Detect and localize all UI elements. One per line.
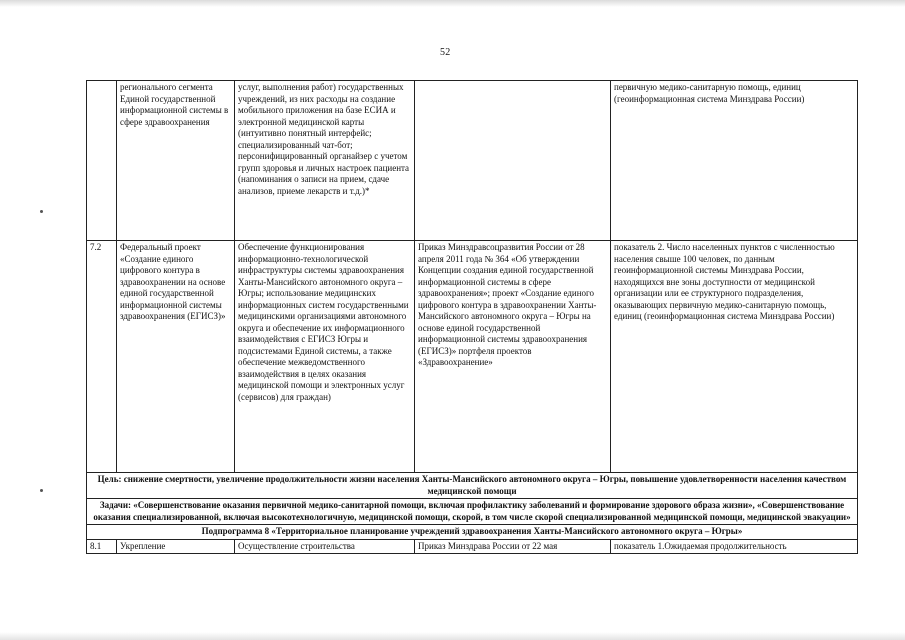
scan-edge-bottom [0,632,905,640]
table-row [87,539,858,554]
cell-law: Приказ Минздравсоцразвития России от 28 апреля 2011 года № 364 «Об утверждении Концепции создания единой государственной информационной системы в сфере здравоохранения»; проект «Создание единого цифрового контура в здравоохранении Ханты-Мансийского автономного округа – Югры на основе единой государственной информационной системы здравоохранения (ЕГИСЗ)» портфеля проектов «Здравоохранение» [415,241,611,473]
subprogram-row [87,525,858,540]
cell-desc: услуг, выполнения работ) государственных учреждений, из них расходы на создание мобильного приложения на базе ЕСИА и электронной медицинской карты (интуитивно понятный интерфейс; специализированный чат-бот; персонифицированный органайзер с учетом групп здоровья и личных настроек пациента (напоминания о записи на прием, сдаче анализов, приеме лекарств и т.д.)* [235,81,415,241]
goal-row [87,473,858,499]
scan-speck [40,489,43,492]
cell-desc: Обеспечение функционирования информационно-технологической инфраструктуры системы здравоохранения Ханты-Мансийского автономного округа – Югры; использование медицинских информационных систем государственными медицинскими организациями автономного округа и обеспечение их информационного взаимодействия с ЕГИСЗ Югры и подсистемами Единой системы, а также обеспечение межведомственного взаимодействия в целях оказания медицинской помощи и электронных услуг (сервисов) для граждан) [235,241,415,473]
page-number: 52 [440,47,451,58]
cell-num: 8.1 [87,539,117,554]
cell-desc: Осуществление строительства [235,539,415,554]
cell-indicator: показатель 2. Число населенных пунктов с численностью населения свыше 100 человек, по данным геоинформационной системы Минздрава России, находящихся вне зоны доступности от медицинской организации или ее структурного подразделения, оказывающих первичную медико-санитарную помощь, единиц (геоинформационная система Минздрава России) [611,241,858,473]
table-row [87,81,858,241]
cell-indicator: показатель 1.Ожидаемая продолжительность [611,539,858,554]
cell-indicator: первичную медико-санитарную помощь, единиц (геоинформационная система Минздрава России) [611,81,858,241]
scan-edge-top [0,0,905,7]
cell-num: 7.2 [87,241,117,473]
cell-name: Укрепление [117,539,235,554]
table-row [87,241,858,473]
goal-text: Цель: снижение смертности, увеличение продолжительности жизни населения Ханты-Мансийского автономного округа – Югры, повышение удовлетворенности населения качеством медицинской помощи [87,473,858,499]
cell-name: регионального сегмента Единой государственной информационной системы в сфере здравоохранения [117,81,235,241]
cell-name: Федеральный проект «Создание единого цифрового контура в здравоохранении на основе единой государственной информационной системы здравоохранения (ЕГИСЗ)» [117,241,235,473]
subprogram-title: Подпрограмма 8 «Территориальное планирование учреждений здравоохранения Ханты-Мансийского автономного округа – Югры» [87,525,858,540]
cell-law: Приказ Минздрава России от 22 мая [415,539,611,554]
cell-num [87,81,117,241]
cell-law [415,81,611,241]
program-table [86,80,858,554]
scan-speck [40,210,43,213]
tasks-row [87,499,858,525]
tasks-text: Задачи: «Совершенствование оказания первичной медико-санитарной помощи, включая профилактику заболеваний и формирование здорового образа жизни», «Совершенствование оказания специализированной, включая высокотехнологичную, медицинской помощи, скорой, в том числе скорой специализированной медицинской помощи, медицинской эвакуации» [87,499,858,525]
